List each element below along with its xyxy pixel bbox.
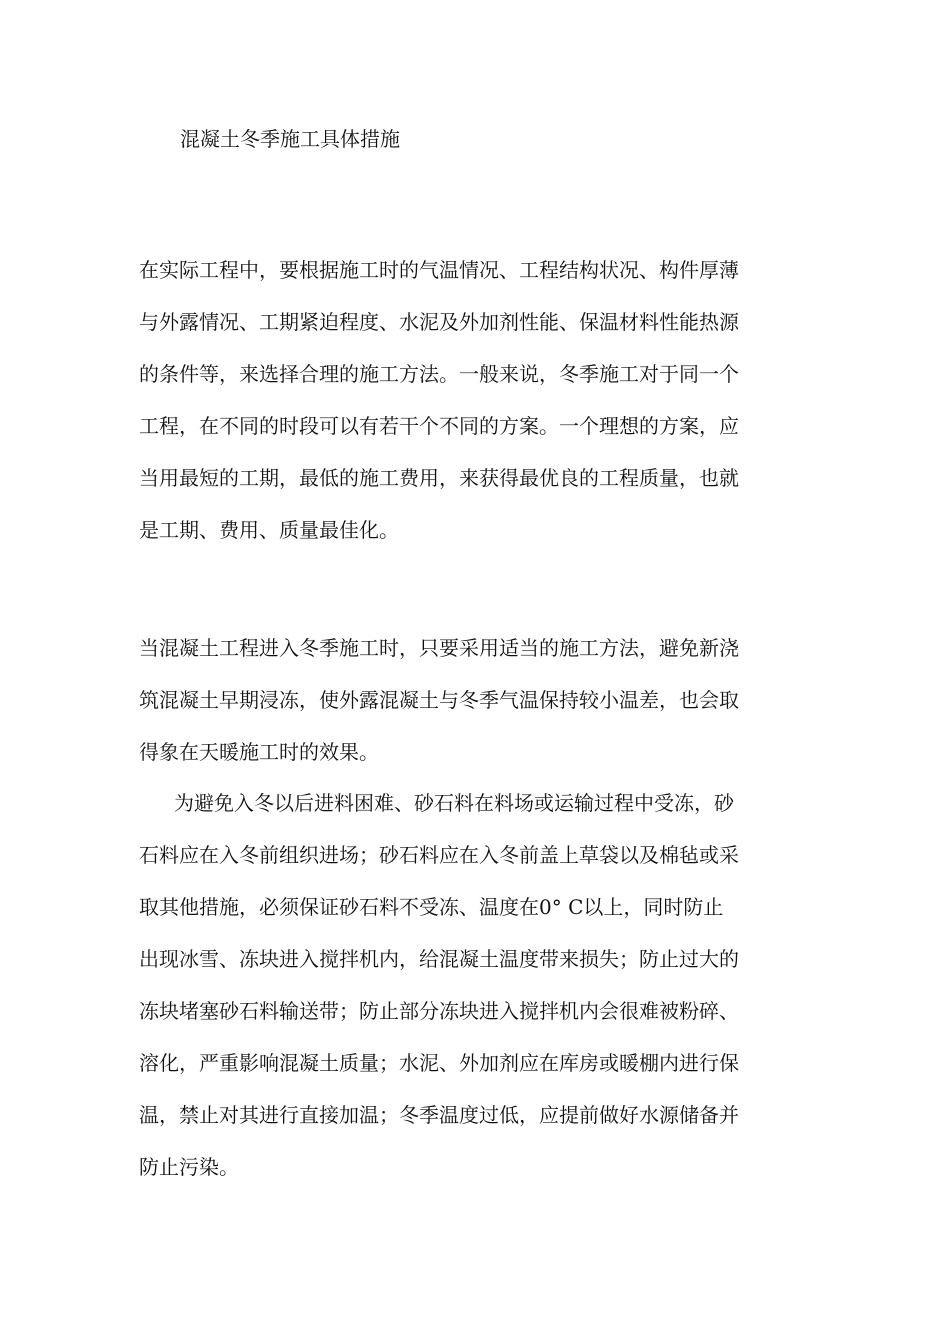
paragraph-1 — [139, 244, 811, 556]
paragraph-line: 得象在天暖施工时的效果。 — [139, 740, 379, 764]
paragraph-line: 当用最短的工期，最低的施工费用，来获得最优良的工程质量，也就 — [139, 466, 739, 490]
paragraph-line: 筑混凝土早期浸冻，使外露混凝土与冬季气温保持较小温差，也会取 — [139, 688, 739, 712]
paragraph-line: 温，禁止对其进行直接加温；冬季温度过低，应提前做好水源储备并 — [139, 1103, 739, 1127]
paragraph-line: 取其他措施，必须保证砂石料不受冻、温度在0° C以上，同时防止 — [139, 895, 724, 919]
paragraph-line: 为避免入冬以后进料困难、砂石料在料场或运输过程中受冻，砂 — [174, 791, 734, 815]
document-title: 混凝土冬季施工具体措施 — [180, 127, 400, 151]
paragraph-line: 石料应在入冬前组织进场；砂石料应在入冬前盖上草袋以及棉毡或采 — [139, 843, 739, 867]
paragraph-2 — [139, 622, 811, 778]
paragraph-3 — [139, 777, 811, 1193]
paragraph-line: 工程，在不同的时段可以有若干个不同的方案。一个理想的方案，应 — [139, 414, 739, 438]
paragraph-line: 溶化，严重影响混凝土质量；水泥、外加剂应在库房或暖棚内进行保 — [139, 1051, 739, 1075]
paragraph-line: 防止污染。 — [139, 1155, 239, 1179]
paragraph-line: 是工期、费用、质量最佳化。 — [139, 518, 399, 542]
paragraph-line: 出现冰雪、冻块进入搅拌机内，给混凝土温度带来损失；防止过大的 — [139, 947, 739, 971]
paragraph-line: 的条件等，来选择合理的施工方法。一般来说，冬季施工对于同一个 — [139, 362, 739, 386]
paragraph-line: 冻块堵塞砂石料输送带；防止部分冻块进入搅拌机内会很难被粉碎、 — [139, 999, 739, 1023]
paragraph-line: 与外露情况、工期紧迫程度、水泥及外加剂性能、保温材料性能热源 — [139, 310, 739, 334]
paragraph-line: 在实际工程中，要根据施工时的气温情况、工程结构状况、构件厚薄 — [139, 258, 739, 282]
paragraph-line: 当混凝土工程进入冬季施工时，只要采用适当的施工方法，避免新浇 — [139, 636, 739, 660]
